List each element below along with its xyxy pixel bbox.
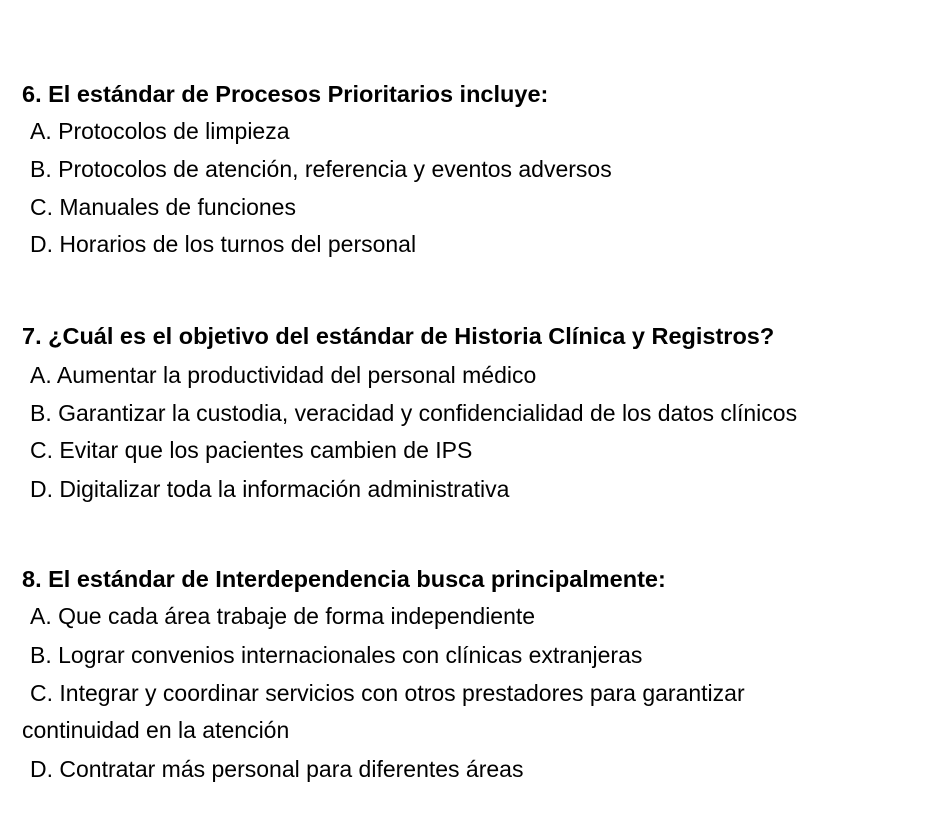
- question-8-option-d: D. Contratar más personal para diferentes áreas: [30, 756, 524, 782]
- question-8-option-a: A. Que cada área trabaje de forma independiente: [30, 603, 536, 629]
- question-7-option-d: D. Digitalizar toda la información administrativa: [30, 476, 510, 502]
- question-6-title: 6. El estándar de Procesos Prioritarios incluye:: [22, 81, 549, 107]
- question-8-option-c: C. Integrar y coordinar servicios con otros prestadores para garantizar: [30, 680, 745, 706]
- question-7-option-b: B. Garantizar la custodia, veracidad y confidencialidad de los datos clínicos: [30, 400, 798, 426]
- question-6-option-a: A. Protocolos de limpieza: [30, 118, 290, 144]
- question-8-option-b: B. Lograr convenios internacionales con clínicas extranjeras: [30, 642, 643, 668]
- question-7-option-a: A. Aumentar la productividad del personal médico: [30, 362, 537, 388]
- question-6-option-d: D. Horarios de los turnos del personal: [30, 231, 417, 257]
- question-6-option-b: B. Protocolos de atención, referencia y eventos adversos: [30, 156, 612, 182]
- question-7-option-c: C. Evitar que los pacientes cambien de IPS: [30, 437, 473, 463]
- question-7-title: 7. ¿Cuál es el objetivo del estándar de Historia Clínica y Registros?: [22, 323, 775, 349]
- question-8-option-c-continued: continuidad en la atención: [22, 717, 290, 743]
- question-8-title: 8. El estándar de Interdependencia busca principalmente:: [22, 566, 666, 592]
- question-6-option-c: C. Manuales de funciones: [30, 194, 296, 220]
